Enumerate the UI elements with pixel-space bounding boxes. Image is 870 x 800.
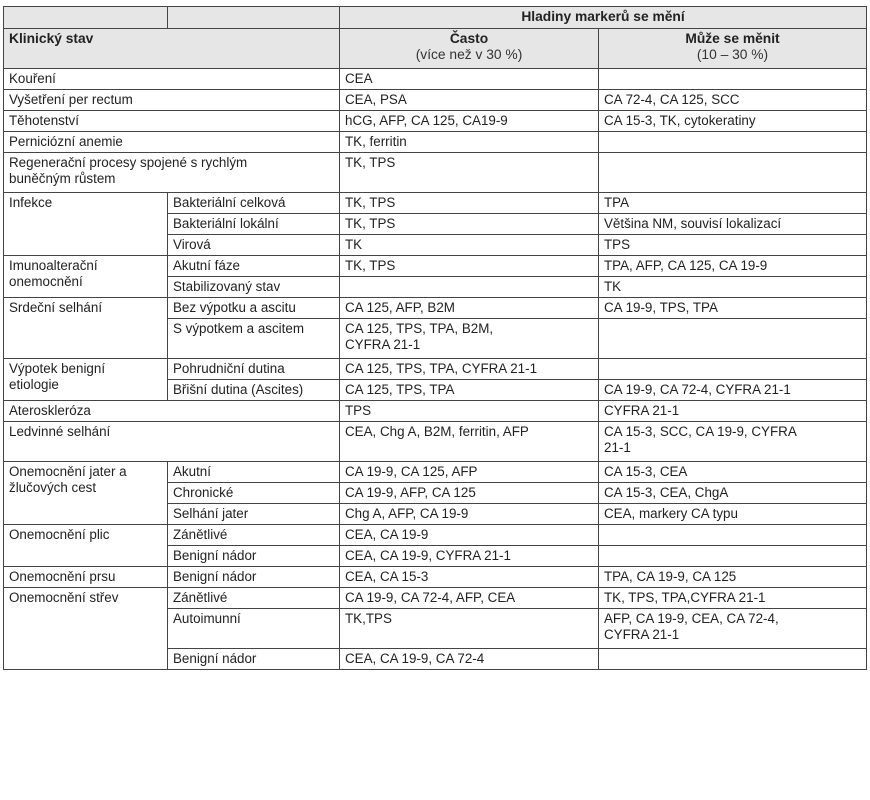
table-row <box>4 462 867 483</box>
often-cell: CA 125, TPS, TPA <box>340 380 599 401</box>
subcondition-cell: Virová <box>168 235 340 256</box>
table-row <box>4 588 867 609</box>
condition-cell: Onemocnění plic <box>4 525 168 567</box>
condition-cell: Imunoalterační onemocnění <box>4 256 168 298</box>
may-cell <box>599 359 867 380</box>
may-cell: TPA, AFP, CA 125, CA 19-9 <box>599 256 867 277</box>
table-row <box>4 111 867 132</box>
often-cell: CEA, Chg A, B2M, ferritin, AFP <box>340 422 599 462</box>
table-row <box>4 298 867 319</box>
condition-cell: Onemocnění střev <box>4 588 168 670</box>
may-cell: CA 15-3, SCC, CA 19-9, CYFRA 21-1 <box>599 422 867 462</box>
subcondition-cell: Akutní <box>168 462 340 483</box>
table-row <box>4 69 867 90</box>
often-cell: CEA, PSA <box>340 90 599 111</box>
often-cell: CA 125, AFP, B2M <box>340 298 599 319</box>
often-cell: CEA, CA 15-3 <box>340 567 599 588</box>
may-cell <box>599 546 867 567</box>
condition-cell: Ateroskleróza <box>4 401 340 422</box>
col-may-subtitle: (10 – 30 %) <box>696 47 769 62</box>
condition-cell: Onemocnění jater a žlučových cest <box>4 462 168 525</box>
may-cell: TK <box>599 277 867 298</box>
header-empty-cell <box>4 7 168 29</box>
may-cell: CYFRA 21-1 <box>599 401 867 422</box>
col-often-title: Často <box>449 31 489 46</box>
may-cell: Většina NM, souvisí lokalizací <box>599 214 867 235</box>
table-row <box>4 422 867 462</box>
condition-cell: Infekce <box>4 193 168 256</box>
often-cell: CEA <box>340 69 599 90</box>
may-cell <box>599 319 867 359</box>
often-cell: CA 125, TPS, TPA, CYFRA 21-1 <box>340 359 599 380</box>
may-cell: CA 19-9, TPS, TPA <box>599 298 867 319</box>
often-cell: TK, ferritin <box>340 132 599 153</box>
table-row <box>4 359 867 380</box>
subcondition-cell: Břišní dutina (Ascites) <box>168 380 340 401</box>
subcondition-cell: Akutní fáze <box>168 256 340 277</box>
subcondition-cell: Benigní nádor <box>168 567 340 588</box>
may-cell: CA 19-9, CA 72-4, CYFRA 21-1 <box>599 380 867 401</box>
may-cell: CA 72-4, CA 125, SCC <box>599 90 867 111</box>
often-cell: CA 19-9, AFP, CA 125 <box>340 483 599 504</box>
subcondition-cell: Chronické <box>168 483 340 504</box>
subcondition-cell: Bez výpotku a ascitu <box>168 298 340 319</box>
condition-cell: Těhotenství <box>4 111 340 132</box>
table-row <box>4 525 867 546</box>
subcondition-cell: Pohrudniční dutina <box>168 359 340 380</box>
header-empty-cell <box>168 7 340 29</box>
condition-cell: Ledvinné selhání <box>4 422 340 462</box>
table-row <box>4 401 867 422</box>
condition-cell: Regenerační procesy spojené s rychlým buněčným růstem <box>4 153 340 193</box>
subcondition-cell: S výpotkem a ascitem <box>168 319 340 359</box>
may-cell: CEA, markery CA typu <box>599 504 867 525</box>
often-cell: TK, TPS <box>340 193 599 214</box>
often-cell: CEA, CA 19-9, CA 72-4 <box>340 649 599 670</box>
may-cell: CA 15-3, CEA <box>599 462 867 483</box>
often-cell: TK, TPS <box>340 256 599 277</box>
often-cell: TPS <box>340 401 599 422</box>
often-cell: TK, TPS <box>340 214 599 235</box>
subcondition-cell: Selhání jater <box>168 504 340 525</box>
group-header-cell: Hladiny markerů se mění <box>340 7 867 29</box>
subcondition-cell: Benigní nádor <box>168 546 340 567</box>
may-cell: AFP, CA 19-9, CEA, CA 72-4, CYFRA 21-1 <box>599 609 867 649</box>
condition-cell: Onemocnění prsu <box>4 567 168 588</box>
subcondition-cell: Bakteriální lokální <box>168 214 340 235</box>
often-cell: CEA, CA 19-9 <box>340 525 599 546</box>
may-cell: TK, TPS, TPA,CYFRA 21-1 <box>599 588 867 609</box>
table-row <box>4 193 867 214</box>
may-cell: TPS <box>599 235 867 256</box>
table-row <box>4 90 867 111</box>
table-row <box>4 132 867 153</box>
subcondition-cell: Zánětlivé <box>168 525 340 546</box>
header-row-columns <box>4 29 867 69</box>
condition-cell: Vyšetření per rectum <box>4 90 340 111</box>
often-cell <box>340 277 599 298</box>
tumor-markers-table <box>3 6 867 670</box>
col-condition-header: Klinický stav <box>4 29 340 69</box>
often-cell: TK <box>340 235 599 256</box>
often-cell: TK, TPS <box>340 153 599 193</box>
col-may-header <box>599 29 867 69</box>
often-cell: TK,TPS <box>340 609 599 649</box>
may-cell: CA 15-3, CEA, ChgA <box>599 483 867 504</box>
subcondition-cell: Autoimunní <box>168 609 340 649</box>
condition-cell: Perniciózní anemie <box>4 132 340 153</box>
table-row <box>4 256 867 277</box>
often-cell: CA 125, TPS, TPA, B2M, CYFRA 21-1 <box>340 319 599 359</box>
subcondition-cell: Benigní nádor <box>168 649 340 670</box>
may-cell <box>599 132 867 153</box>
may-cell: TPA <box>599 193 867 214</box>
col-often-subtitle: (více než v 30 %) <box>415 47 523 62</box>
table-row <box>4 153 867 193</box>
subcondition-cell: Bakteriální celková <box>168 193 340 214</box>
often-cell: hCG, AFP, CA 125, CA19-9 <box>340 111 599 132</box>
header-row-group <box>4 7 867 29</box>
may-cell <box>599 69 867 90</box>
subcondition-cell: Zánětlivé <box>168 588 340 609</box>
often-cell: CA 19-9, CA 125, AFP <box>340 462 599 483</box>
col-often-header <box>340 29 599 69</box>
often-cell: CEA, CA 19-9, CYFRA 21-1 <box>340 546 599 567</box>
condition-cell: Výpotek benigní etiologie <box>4 359 168 401</box>
condition-cell: Srdeční selhání <box>4 298 168 359</box>
subcondition-cell: Stabilizovaný stav <box>168 277 340 298</box>
may-cell: TPA, CA 19-9, CA 125 <box>599 567 867 588</box>
table-row <box>4 567 867 588</box>
may-cell <box>599 525 867 546</box>
often-cell: CA 19-9, CA 72-4, AFP, CEA <box>340 588 599 609</box>
col-may-title: Může se měnit <box>685 31 780 46</box>
may-cell: CA 15-3, TK, cytokeratiny <box>599 111 867 132</box>
condition-cell: Kouření <box>4 69 340 90</box>
may-cell <box>599 649 867 670</box>
often-cell: Chg A, AFP, CA 19-9 <box>340 504 599 525</box>
may-cell <box>599 153 867 193</box>
